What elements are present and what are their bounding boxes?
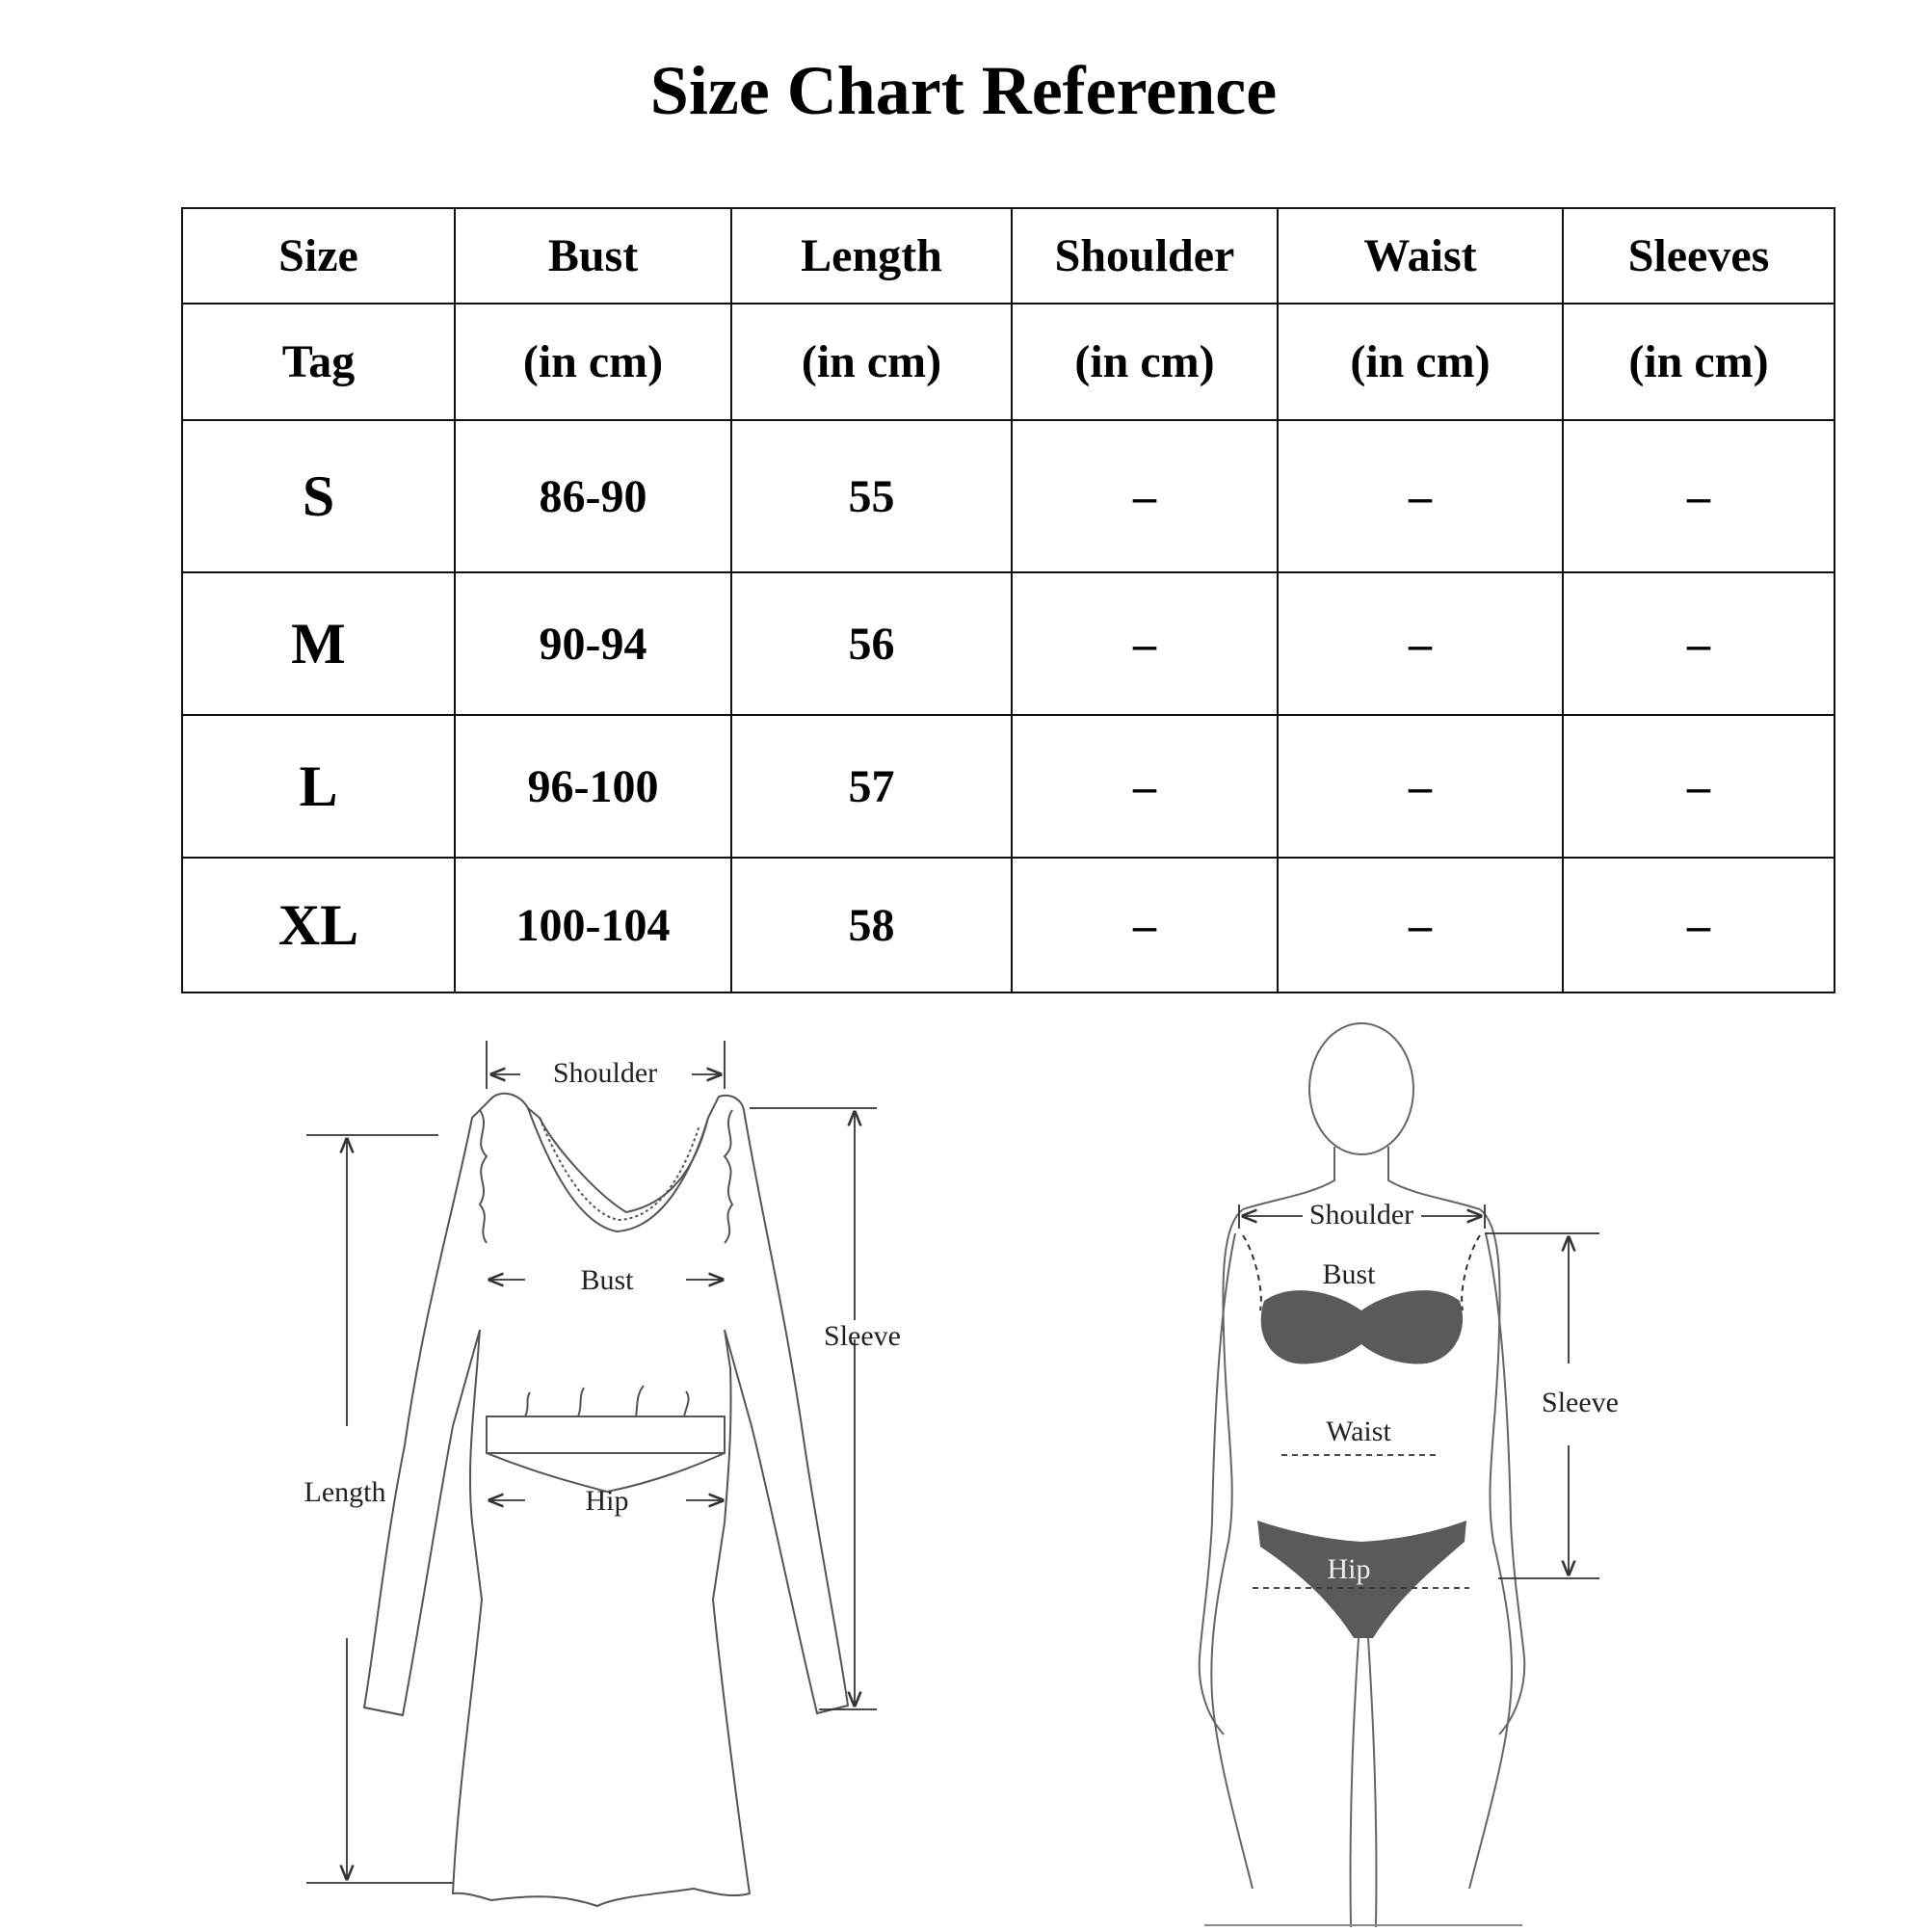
- sleeves-cell: –: [1563, 420, 1835, 572]
- dress-shoulder-label: Shoulder: [552, 1057, 658, 1089]
- unit-shoulder: (in cm): [1012, 304, 1278, 420]
- bust-cell: 100-104: [455, 858, 731, 992]
- head-icon: [1309, 1023, 1413, 1154]
- header-shoulder: Shoulder: [1012, 208, 1278, 304]
- body-sleeve-label: Sleeve: [1542, 1387, 1619, 1418]
- unit-bust: (in cm): [455, 304, 731, 420]
- bust-cell: 96-100: [455, 715, 731, 858]
- header-size: Size: [182, 208, 455, 304]
- shoulder-cell: –: [1012, 715, 1278, 858]
- header-waist: Waist: [1278, 208, 1563, 304]
- length-cell: 58: [731, 858, 1012, 992]
- table-row: [182, 715, 1835, 858]
- waist-cell: –: [1278, 715, 1563, 858]
- unit-row: [182, 304, 1835, 420]
- header-row: [182, 208, 1835, 304]
- unit-size: Tag: [182, 304, 455, 420]
- shoulder-cell: –: [1012, 858, 1278, 992]
- dress-sleeve-label: Sleeve: [824, 1320, 901, 1352]
- length-cell: 55: [731, 420, 1012, 572]
- sleeves-cell: –: [1563, 715, 1835, 858]
- unit-length: (in cm): [731, 304, 1012, 420]
- waist-cell: –: [1278, 858, 1563, 992]
- size-cell: S: [182, 420, 455, 572]
- table-row: [182, 858, 1835, 992]
- sleeves-cell: –: [1563, 572, 1835, 715]
- sleeves-cell: –: [1563, 858, 1835, 992]
- page-title: Size Chart Reference: [649, 52, 1278, 129]
- waist-cell: –: [1278, 420, 1563, 572]
- header-length: Length: [731, 208, 1012, 304]
- bust-cell: 86-90: [455, 420, 731, 572]
- dress-length-label: Length: [304, 1476, 386, 1508]
- body-shoulder-label: Shoulder: [1308, 1199, 1414, 1231]
- table-row: [182, 572, 1835, 715]
- size-cell: M: [182, 572, 455, 715]
- size-cell: L: [182, 715, 455, 858]
- waist-cell: –: [1278, 572, 1563, 715]
- length-cell: 56: [731, 572, 1012, 715]
- bra-icon: [1261, 1290, 1463, 1363]
- shoulder-cell: –: [1012, 572, 1278, 715]
- body-hip-label: Hip: [1327, 1553, 1371, 1585]
- body-bust-label: Bust: [1322, 1258, 1376, 1290]
- unit-waist: (in cm): [1278, 304, 1563, 420]
- size-table: [181, 207, 1835, 993]
- measurement-figures: [0, 1021, 1927, 1927]
- length-cell: 57: [731, 715, 1012, 858]
- size-cell: XL: [182, 858, 455, 992]
- header-sleeves: Sleeves: [1563, 208, 1835, 304]
- body-waist-label: Waist: [1326, 1416, 1391, 1447]
- bust-cell: 90-94: [455, 572, 731, 715]
- table-row: [182, 420, 1835, 572]
- shoulder-cell: –: [1012, 420, 1278, 572]
- header-bust: Bust: [455, 208, 731, 304]
- dress-bust-label: Bust: [580, 1264, 634, 1296]
- body-diagram: [1200, 1023, 1525, 1927]
- unit-sleeves: (in cm): [1563, 304, 1835, 420]
- dress-hip-label: Hip: [585, 1485, 629, 1517]
